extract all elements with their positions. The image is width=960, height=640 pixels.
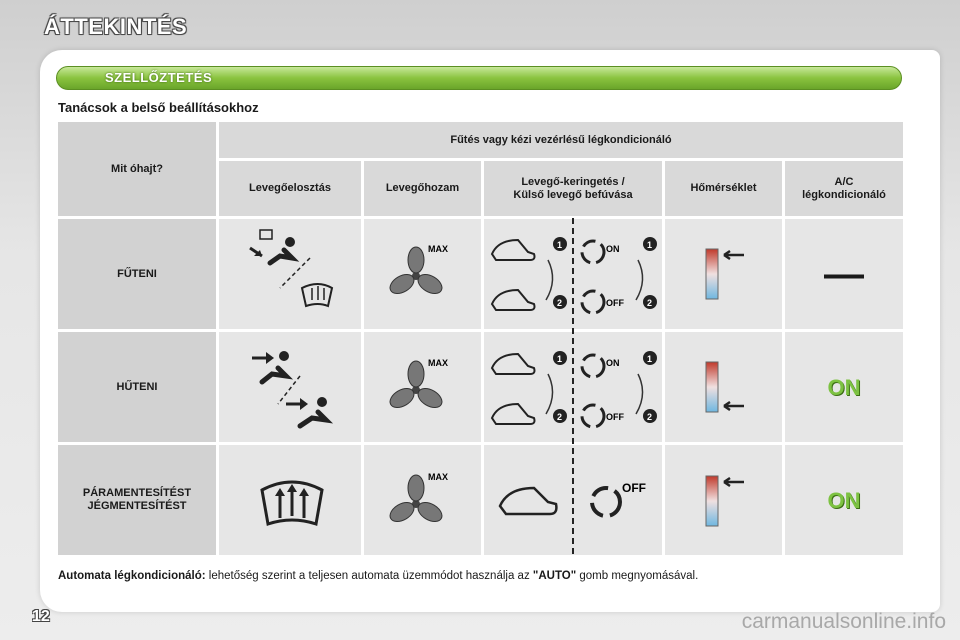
car-fresh-air-icon — [492, 290, 535, 310]
row-label-cell — [58, 219, 216, 329]
fan-max-label: MAX — [428, 244, 448, 254]
table-group-header-label: Fűtés vagy kézi vezérlésű légkondicionáló — [450, 133, 672, 146]
column-header — [484, 161, 662, 216]
windscreen-small-icon — [260, 230, 272, 239]
svg-text:OFF: OFF — [606, 298, 624, 308]
svg-text:MAX: MAX — [428, 472, 448, 482]
person-icon — [279, 351, 289, 361]
footnote — [58, 570, 698, 582]
footnote-text: lehetőség szerint a teljesen automata üzemmódot használja az — [205, 570, 533, 582]
footnote-tail: gomb megnyomásával. — [576, 570, 699, 582]
column-header — [364, 161, 481, 216]
fan-max-icon — [390, 352, 460, 422]
row-label: FŰTENI — [117, 267, 157, 280]
car-fresh-air-icon — [500, 488, 556, 514]
ac-on-label: ON — [827, 374, 861, 400]
fresh-air-icon — [496, 476, 656, 526]
column-header — [219, 161, 361, 216]
ac-on-cell — [785, 445, 903, 555]
svg-text:1: 1 — [647, 240, 653, 250]
ac-off-cell — [785, 219, 903, 329]
row-label-cell — [58, 332, 216, 442]
column-header-label: A/C légkondicionáló — [802, 175, 886, 201]
footnote-key: "AUTO" — [532, 570, 577, 582]
svg-text:2: 2 — [557, 298, 563, 308]
row-label: PÁRAMENTESÍTÉST JÉGMENTESÍTÉST — [82, 487, 192, 512]
row-label-cell — [58, 445, 216, 555]
thermometer-hot-icon — [700, 472, 750, 532]
svg-text:OFF: OFF — [622, 481, 646, 495]
air-distribution-heat-icon — [240, 228, 350, 318]
watermark: carmanualsonline.info — [741, 610, 946, 633]
section-banner-label: SZELLŐZTETÉS — [105, 70, 213, 85]
ac-on-label: ON — [827, 487, 861, 513]
svg-text:1: 1 — [647, 354, 653, 364]
section-banner — [56, 66, 902, 90]
recirc-on-icon — [582, 241, 604, 263]
person-icon — [285, 237, 295, 247]
column-header-label: Levegőhozam — [385, 182, 460, 194]
air-distribution-cool-icon — [250, 346, 340, 436]
table-corner-cell — [58, 122, 216, 216]
svg-text:2: 2 — [647, 412, 653, 422]
section-subtitle: Tanácsok a belső beállításokhoz — [58, 100, 259, 115]
row-label: HŰTENI — [116, 380, 158, 393]
recirculation-cool-icon — [488, 344, 658, 434]
svg-text:2: 2 — [557, 412, 563, 422]
thermometer-hot-icon — [700, 245, 750, 305]
column-header-label: Levegőelosztás — [249, 182, 331, 194]
svg-text:OFF: OFF — [606, 412, 624, 422]
column-header — [785, 161, 903, 216]
thermometer-cold-icon — [700, 358, 750, 418]
recirculation-heat-icon — [488, 230, 658, 320]
page-number: 12 — [32, 608, 50, 625]
ac-on-cell — [785, 332, 903, 442]
car-recirc-icon — [492, 240, 535, 260]
svg-text:ON: ON — [606, 358, 620, 368]
recirc-off-icon — [582, 291, 604, 313]
column-header-label: Hőmérséklet — [690, 182, 757, 194]
footnote-lead: Automata légkondicionáló: — [58, 570, 206, 582]
column-header — [665, 161, 782, 216]
svg-text:1: 1 — [557, 354, 563, 364]
svg-text:ON: ON — [606, 244, 620, 254]
ac-off-dash: — — [824, 251, 864, 296]
recirc-off-icon — [592, 488, 620, 516]
page-title: ÁTTEKINTÉS — [44, 14, 188, 39]
svg-text:2: 2 — [647, 298, 653, 308]
fan-max-icon — [390, 238, 460, 308]
windscreen-demist-icon — [258, 476, 328, 531]
svg-text:MAX: MAX — [428, 358, 448, 368]
windscreen-defrost-icon — [302, 284, 332, 306]
svg-text:1: 1 — [557, 240, 563, 250]
fan-max-icon — [390, 466, 460, 536]
table-group-header — [219, 122, 903, 158]
table-corner-label: Mit óhajt? — [111, 162, 163, 175]
column-header-label: Levegő-keringetés / Külső levegő befúvása — [513, 175, 633, 201]
